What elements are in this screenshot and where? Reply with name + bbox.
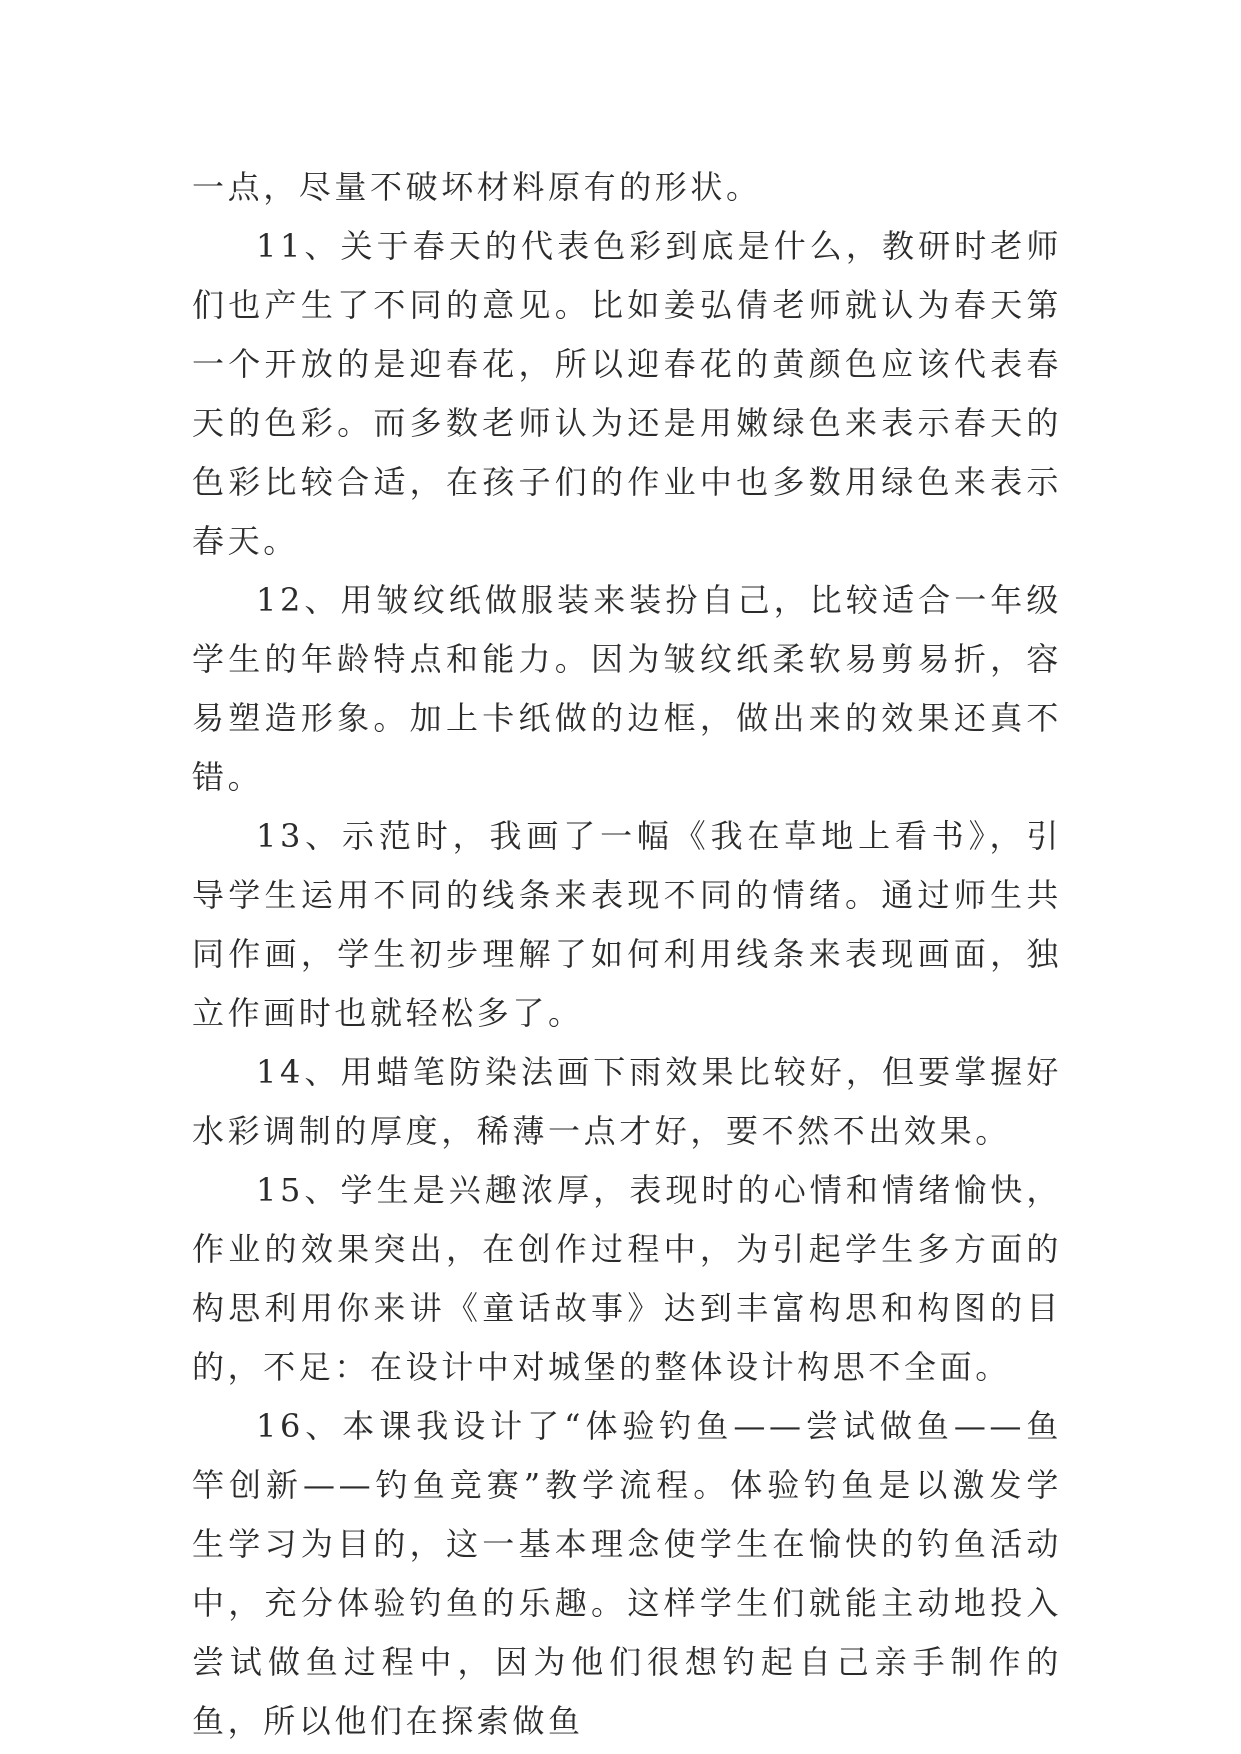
paragraph-continuation: 一点，尽量不破坏材料原有的形状。 [192, 168, 762, 206]
paragraph-item-15: 15、学生是兴趣浓厚，表现时的心情和情绪愉快，作业的效果突出，在创作过程中，为引起学生多方面的构思利用你来讲《童话故事》达到丰富构思和构图的目的，不足：在设计中对城堡的整体设计构思不全面。 [192, 1171, 1062, 1386]
paragraph-item-11: 11、关于春天的代表色彩到底是什么，教研时老师们也产生了不同的意见。比如姜弘倩老师就认为春天第一个开放的是迎春花，所以迎春花的黄颜色应该代表春天的色彩。而多数老师认为还是用嫩绿色来表示春天的色彩比较合适，在孩子们的作业中也多数用绿色来表示春天。 [192, 227, 1062, 560]
paragraph-item-13: 13、示范时，我画了一幅《我在草地上看书》，引导学生运用不同的线条来表现不同的情绪。通过师生共同作画，学生初步理解了如何利用线条来表现画面，独立作画时也就轻松多了。 [192, 817, 1062, 1032]
paragraph-item-14: 14、用蜡笔防染法画下雨效果比较好，但要掌握好水彩调制的厚度，稀薄一点才好，要不然不出效果。 [192, 1053, 1062, 1150]
document-body [192, 158, 1062, 1751]
paragraph-item-16: 16、本课我设计了“体验钓鱼——尝试做鱼——鱼竿创新——钓鱼竞赛”教学流程。体验钓鱼是以激发学生学习为目的，这一基本理念使学生在愉快的钓鱼活动中，充分体验钓鱼的乐趣。这样学生们就能主动地投入尝试做鱼过程中，因为他们很想钓起自己亲手制作的鱼，所以他们在探索做鱼 [192, 1407, 1062, 1740]
paragraph-item-12: 12、用皱纹纸做服装来装扮自己，比较适合一年级学生的年龄特点和能力。因为皱纹纸柔软易剪易折，容易塑造形象。加上卡纸做的边框，做出来的效果还真不错。 [192, 581, 1062, 796]
